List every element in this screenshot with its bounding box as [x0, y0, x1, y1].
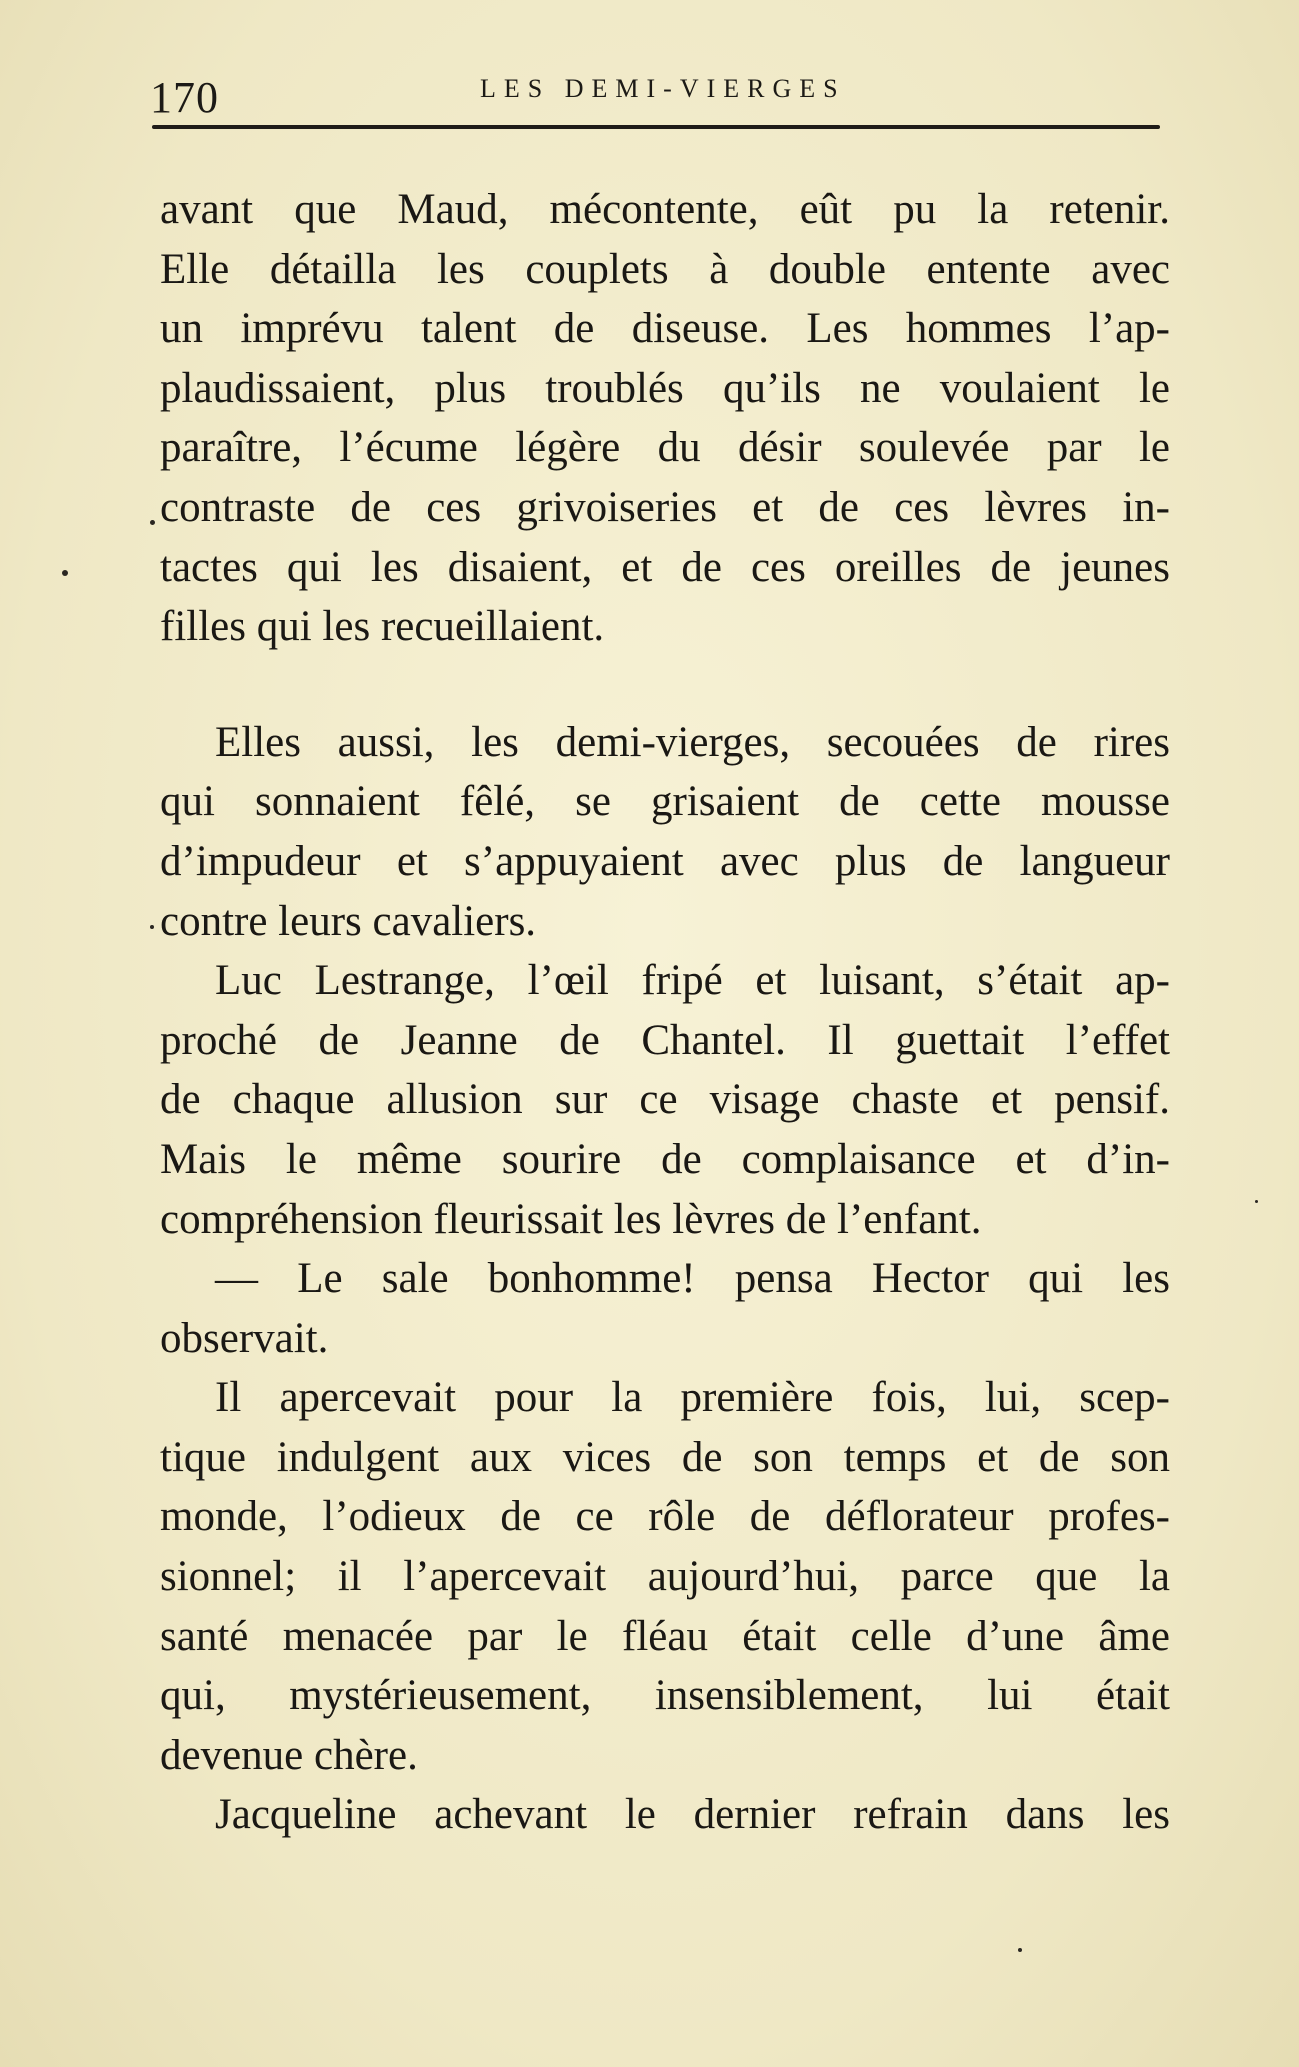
text-line: santé menacée par le fléau était celle d’une âme: [160, 1612, 1170, 1660]
text-line: qui, mystérieusement, insensiblement, lui était: [160, 1672, 1170, 1720]
paragraph-gap: [160, 657, 1170, 713]
body-text: [160, 180, 1170, 1845]
page-number: 170: [150, 73, 219, 122]
header-rule: [152, 125, 1160, 129]
text-line: Mais le même sourire de complaisance et d’in-: [160, 1135, 1170, 1183]
text-line: filles qui les recueillaient.: [160, 603, 605, 651]
text-line: sionnel; il l’apercevait aujourd’hui, parce que la: [160, 1553, 1170, 1601]
text-line: monde, l’odieux de ce rôle de déflorateur profes-: [160, 1493, 1170, 1541]
text-line: Elles aussi, les demi-vierges, secouées de rires: [215, 718, 1170, 766]
text-line: Jacqueline achevant le dernier refrain dans les: [215, 1791, 1170, 1839]
text-line: tique indulgent aux vices de son temps et de son: [160, 1433, 1170, 1481]
text-line: — Le sale bonhomme! pensa Hector qui les: [215, 1255, 1170, 1303]
text-line: de chaque allusion sur ce visage chaste et pensif.: [160, 1076, 1170, 1124]
text-line: Il apercevait pour la première fois, lui, scep-: [215, 1374, 1170, 1422]
text-line: avant que Maud, mécontente, eût pu la retenir.: [160, 186, 1170, 233]
running-title: LES DEMI-VIERGES: [480, 74, 846, 103]
text-line: un imprévu talent de diseuse. Les hommes l’ap-: [160, 305, 1170, 353]
text-line: plaudissaient, plus troublés qu’ils ne voulaient le: [160, 364, 1170, 412]
text-line: Elle détailla les couplets à double entente avec: [160, 245, 1170, 293]
text-line: tactes qui les disaient, et de ces oreilles de jeunes: [160, 543, 1170, 591]
text-line: d’impudeur et s’appuyaient avec plus de langueur: [160, 837, 1170, 885]
text-line: qui sonnaient fêlé, se grisaient de cette mousse: [160, 778, 1170, 826]
text-line: observait.: [160, 1314, 329, 1362]
text-line: compréhension fleurissait les lèvres de l’enfant.: [160, 1195, 982, 1243]
text-line: paraître, l’écume légère du désir soulevée par le: [160, 424, 1170, 472]
text-line: contraste de ces grivoiseries et de ces lèvres in-: [160, 483, 1170, 531]
text-line: Luc Lestrange, l’œil fripé et luisant, s’était ap-: [215, 957, 1170, 1005]
text-line: contre leurs cavaliers.: [160, 897, 537, 945]
text-line: devenue chère.: [160, 1731, 418, 1779]
running-head: [150, 60, 1160, 130]
text-line: proché de Jeanne de Chantel. Il guettait l’effet: [160, 1016, 1170, 1064]
